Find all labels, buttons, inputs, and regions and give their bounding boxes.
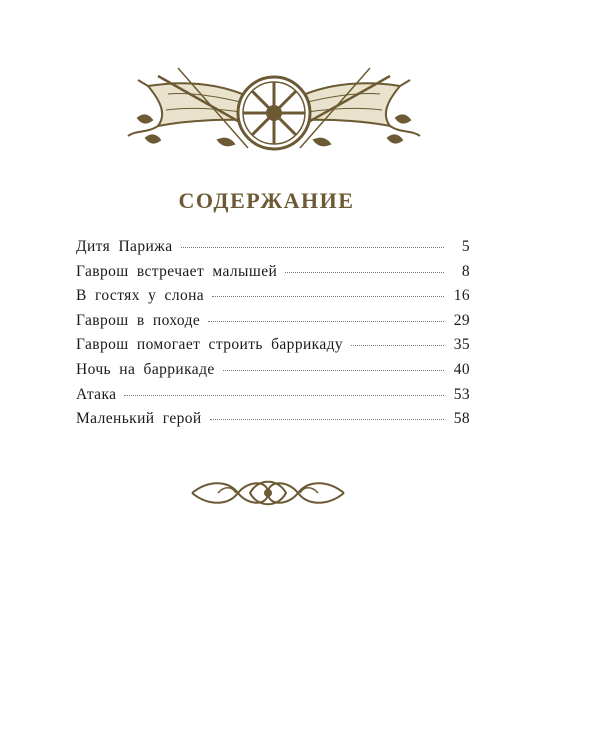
toc-entry-title: Дитя Парижа — [76, 238, 173, 255]
dot-leader — [223, 370, 444, 371]
dot-leader — [124, 395, 444, 396]
toc-entry[interactable] — [76, 386, 470, 411]
toc-entry-title: Гаврош помогает строить баррикаду — [76, 336, 344, 354]
toc-entry[interactable] — [76, 361, 470, 386]
toc-entry-page: 53 — [453, 385, 470, 403]
dot-leader — [212, 296, 444, 297]
toc-entry-page: 58 — [453, 410, 470, 428]
dot-leader — [285, 272, 444, 273]
toc-entry-title: В гостях у слона — [76, 287, 205, 305]
toc-entry-page: 5 — [461, 238, 470, 255]
toc-entry-title: Атака — [76, 385, 117, 403]
toc-entry[interactable] — [76, 336, 470, 361]
toc-entry-title: Ночь на баррикаде — [76, 360, 215, 378]
wheel-flags-ornament-icon — [118, 58, 430, 158]
toc-entry-page: 35 — [453, 336, 470, 354]
toc-entry[interactable] — [76, 287, 470, 312]
toc-entry-title: Маленький герой — [76, 410, 202, 428]
dot-leader — [181, 247, 444, 248]
dot-leader — [208, 321, 444, 322]
toc-entry-page: 29 — [453, 311, 470, 329]
toc-entry[interactable] — [76, 312, 470, 337]
toc-entry-page: 40 — [453, 360, 470, 378]
toc-entry[interactable] — [76, 263, 470, 288]
table-of-contents — [76, 238, 470, 435]
toc-entry-page: 16 — [453, 287, 470, 305]
toc-entry[interactable] — [76, 238, 470, 263]
toc-entry-title: Гаврош в походе — [76, 311, 201, 329]
dot-leader — [351, 345, 444, 346]
page-title: СОДЕРЖАНИЕ — [178, 188, 355, 213]
flourish-ornament-icon — [188, 470, 348, 516]
toc-entry[interactable] — [76, 410, 470, 435]
toc-entry-page: 8 — [461, 262, 470, 280]
dot-leader — [210, 419, 444, 420]
toc-entry-title: Гаврош встречает малышей — [76, 262, 278, 280]
